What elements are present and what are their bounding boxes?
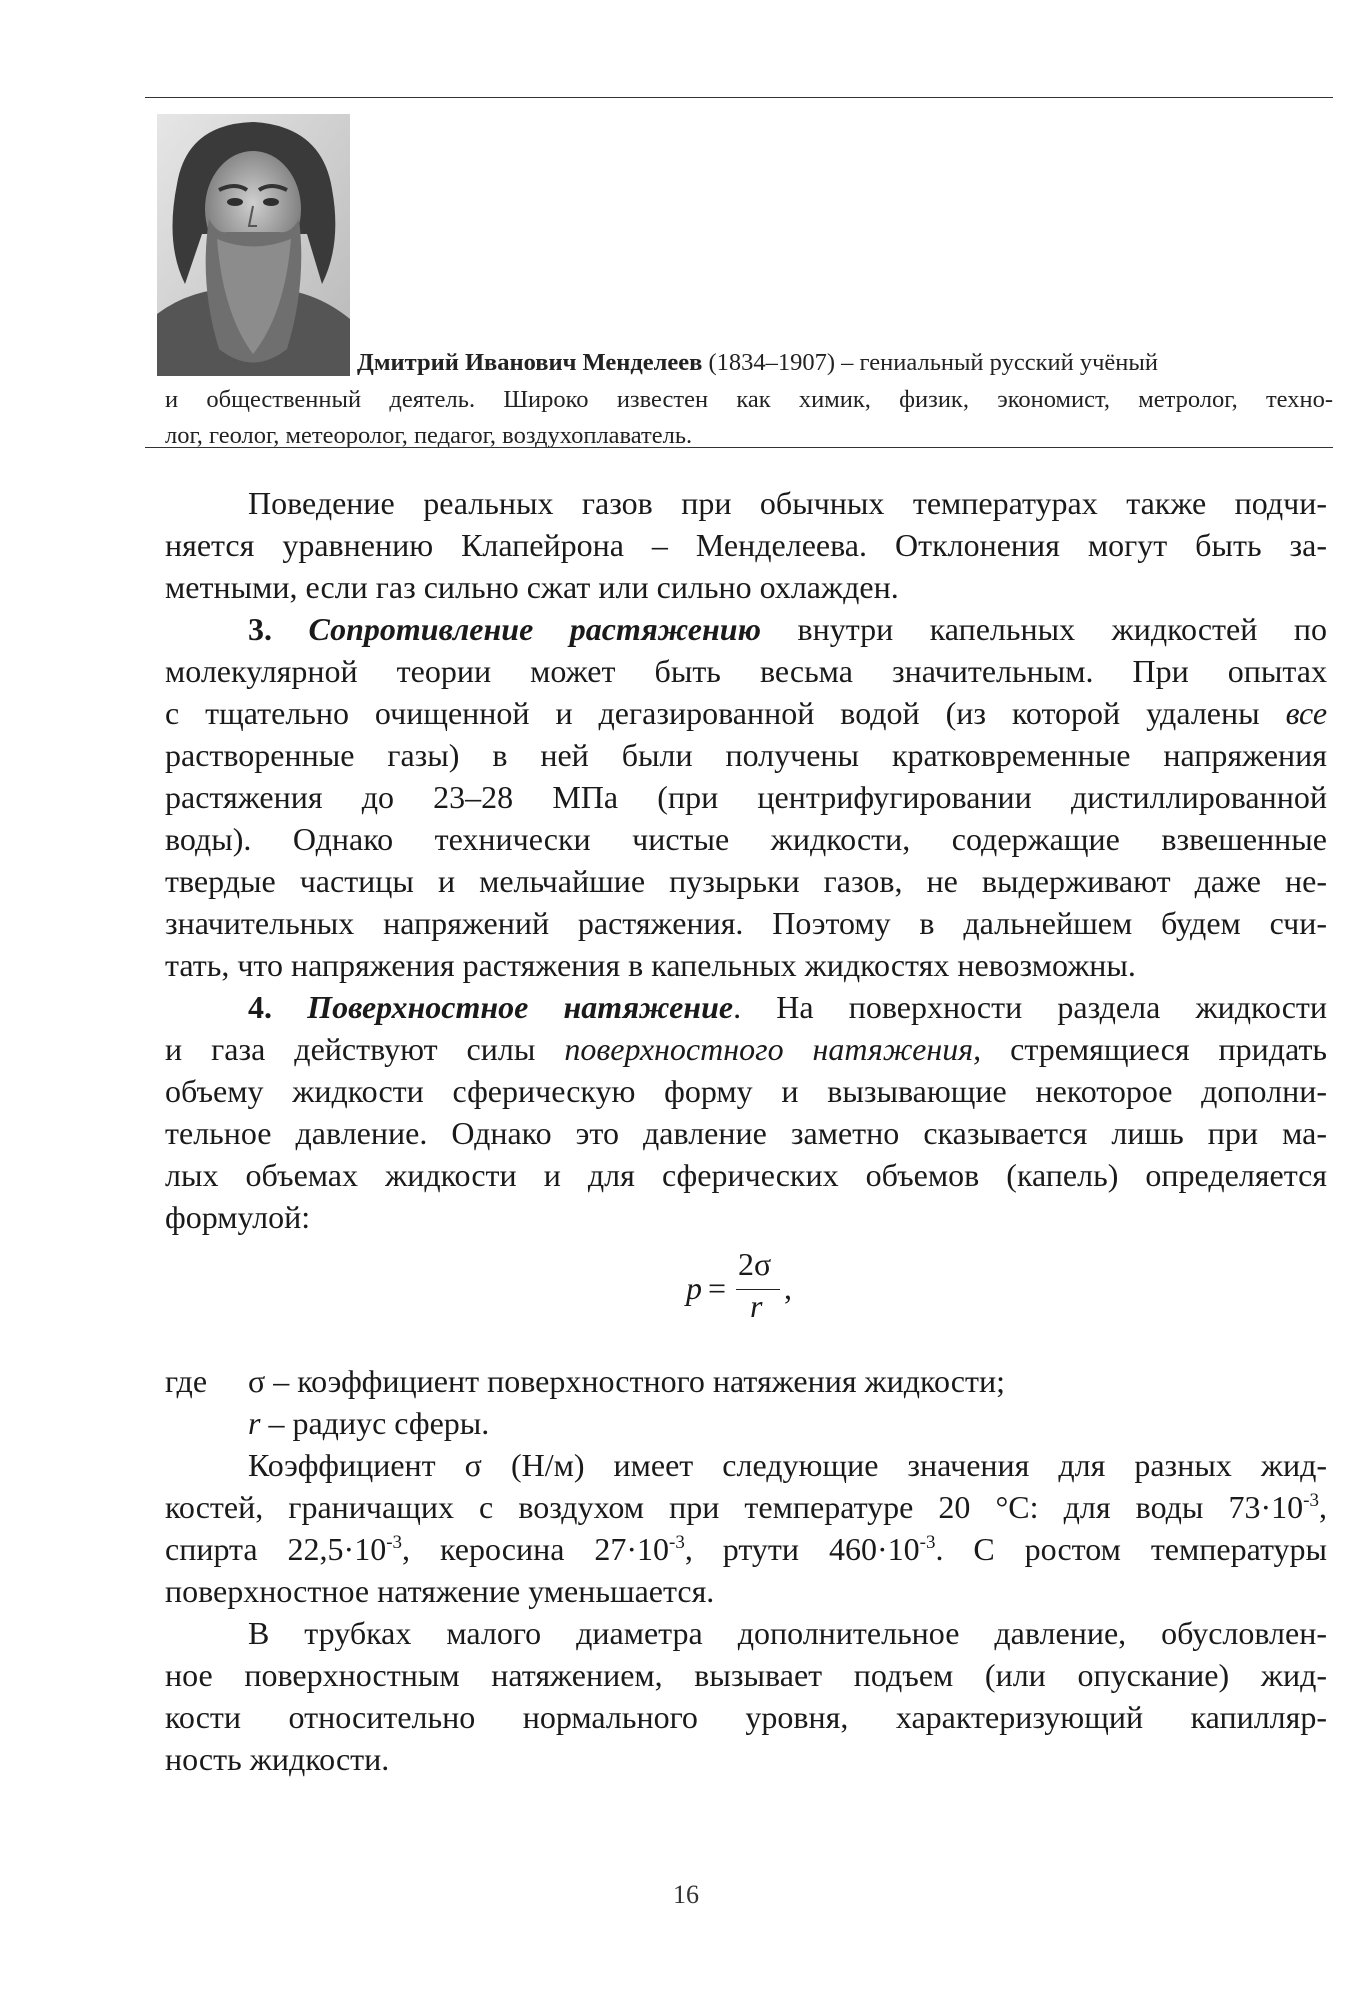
- text-line: тельное давление. Однако это давление заметно сказывается лишь при ма-: [165, 1115, 1327, 1151]
- text-line: воды). Однако технически чистые жидкости, содержащие взвешенные: [165, 821, 1327, 857]
- exponent: -3: [386, 1532, 403, 1553]
- where-block: [165, 1360, 1327, 1444]
- text-run: внутри капельных жидкостей по: [760, 611, 1328, 647]
- text-line: поверхностное натяжение уменьшается.: [165, 1573, 715, 1609]
- exponent: -3: [919, 1532, 936, 1553]
- text-run: костей, граничащих с воздухом при температуре 20 °С: для воды 73·10: [165, 1489, 1304, 1525]
- text-line: ное поверхностным натяжением, вызывает подъем (или опускание) жид-: [165, 1657, 1327, 1693]
- text-line: В трубках малого диаметра дополнительное давление, обусловлен-: [248, 1615, 1327, 1651]
- text-run: ,: [1319, 1489, 1327, 1525]
- italic-word: все: [1285, 695, 1328, 731]
- bio-text: лог, геолог, метеоролог, педагог, воздухоплаватель.: [165, 422, 693, 449]
- text-run: стремящиеся придать: [1010, 1031, 1328, 1067]
- paragraph-1: [165, 482, 1327, 608]
- formula-comma: ,: [784, 1270, 792, 1306]
- text-run: . С ростом температуры: [935, 1531, 1328, 1567]
- bio-bottom-rule: [145, 447, 1333, 448]
- formula-equals: =: [708, 1270, 727, 1306]
- text-line: лых объемах жидкости и для сферических объемов (капель) определяется: [165, 1157, 1327, 1193]
- portrait-photo: [157, 114, 350, 376]
- text-line: значительных напряжений растяжения. Поэтому в дальнейшем будем счи-: [165, 905, 1327, 941]
- exponent: -3: [1303, 1490, 1319, 1511]
- text-run: спирта 22,5·10: [165, 1531, 387, 1567]
- term-surface-tension: Поверхностное натяжение: [307, 989, 734, 1025]
- paragraph-surface-tension: [165, 986, 1327, 1238]
- term-tensile-strength: Сопротивление растяжению: [308, 611, 761, 647]
- formula-denominator: r: [750, 1288, 763, 1324]
- paragraph-tensile: [165, 608, 1327, 986]
- text-run: (Н/м) имеет следующие значения для разных жид-: [510, 1447, 1328, 1483]
- text-run: и газа действуют силы: [165, 1031, 536, 1067]
- text-line: метными, если газ сильно сжат или сильно охлажден.: [165, 569, 899, 605]
- page-number: 16: [673, 1880, 699, 1909]
- bio-text: и общественный деятель. Широко известен как химик, физик, экономист, метролог, техно-: [165, 386, 1333, 413]
- text-run: Коэффициент: [248, 1447, 436, 1483]
- sigma-symbol: σ: [464, 1447, 482, 1483]
- item-number: 3.: [248, 611, 272, 647]
- paragraph-coefficient: [165, 1444, 1327, 1612]
- text-line: объему жидкости сферическую форму и вызывающие некоторое дополни-: [165, 1073, 1327, 1109]
- r-description: – радиус сферы.: [260, 1405, 490, 1441]
- r-symbol: r: [248, 1405, 261, 1441]
- sigma-symbol: σ: [248, 1363, 266, 1399]
- text-line: тать, что напряжения растяжения в капельных жидкостях невозможны.: [165, 947, 1136, 983]
- formula-numerator: 2σ: [738, 1246, 772, 1282]
- text-line: твердые частицы и мельчайшие пузырьки газов, не выдерживают даже не-: [165, 863, 1327, 899]
- italic-phrase: поверхностного натяжения,: [564, 1031, 982, 1067]
- text-line: молекулярной теории может быть весьма значительным. При опытах: [165, 653, 1327, 689]
- item-number: 4.: [248, 989, 272, 1025]
- text-run: . На поверхности раздела жидкости: [733, 989, 1328, 1025]
- top-rule: [145, 97, 1333, 98]
- bio-name: Дмитрий Иванович Менделеев: [357, 349, 703, 376]
- bio-text: (1834–1907) – гениальный русский учёный: [702, 349, 1158, 376]
- text-line: растяжения до 23–28 МПа (при центрифугировании дистиллированной: [165, 779, 1327, 815]
- formula: [686, 1246, 806, 1332]
- text-line: няется уравнению Клапейрона – Менделеева. Отклонения могут быть за-: [165, 527, 1327, 563]
- formula-lhs: p: [686, 1270, 702, 1306]
- bio-line-3: [165, 416, 1333, 456]
- bio-line-1: [165, 343, 1333, 383]
- bio-line-2: [165, 380, 1333, 420]
- text-line: ность жидкости.: [165, 1741, 390, 1777]
- text-line: Поведение реальных газов при обычных температурах также подчи-: [248, 485, 1327, 521]
- exponent: -3: [669, 1532, 685, 1553]
- text-run: , ртути 460·10: [684, 1531, 920, 1567]
- sigma-description: – коэффициент поверхностного натяжения жидкости;: [265, 1363, 1005, 1399]
- text-line: растворенные газы) в ней были получены кратковременные напряжения: [165, 737, 1327, 773]
- text-run: с тщательно очищенной и дегазированной водой (из которой удалены: [165, 695, 1260, 731]
- where-label: где: [165, 1363, 208, 1399]
- text-line: кости относительно нормального уровня, характеризующий капилляр-: [165, 1699, 1327, 1735]
- text-line: формулой:: [165, 1199, 311, 1235]
- text-run: , керосина 27·10: [402, 1531, 669, 1567]
- paragraph-capillarity: [165, 1612, 1327, 1780]
